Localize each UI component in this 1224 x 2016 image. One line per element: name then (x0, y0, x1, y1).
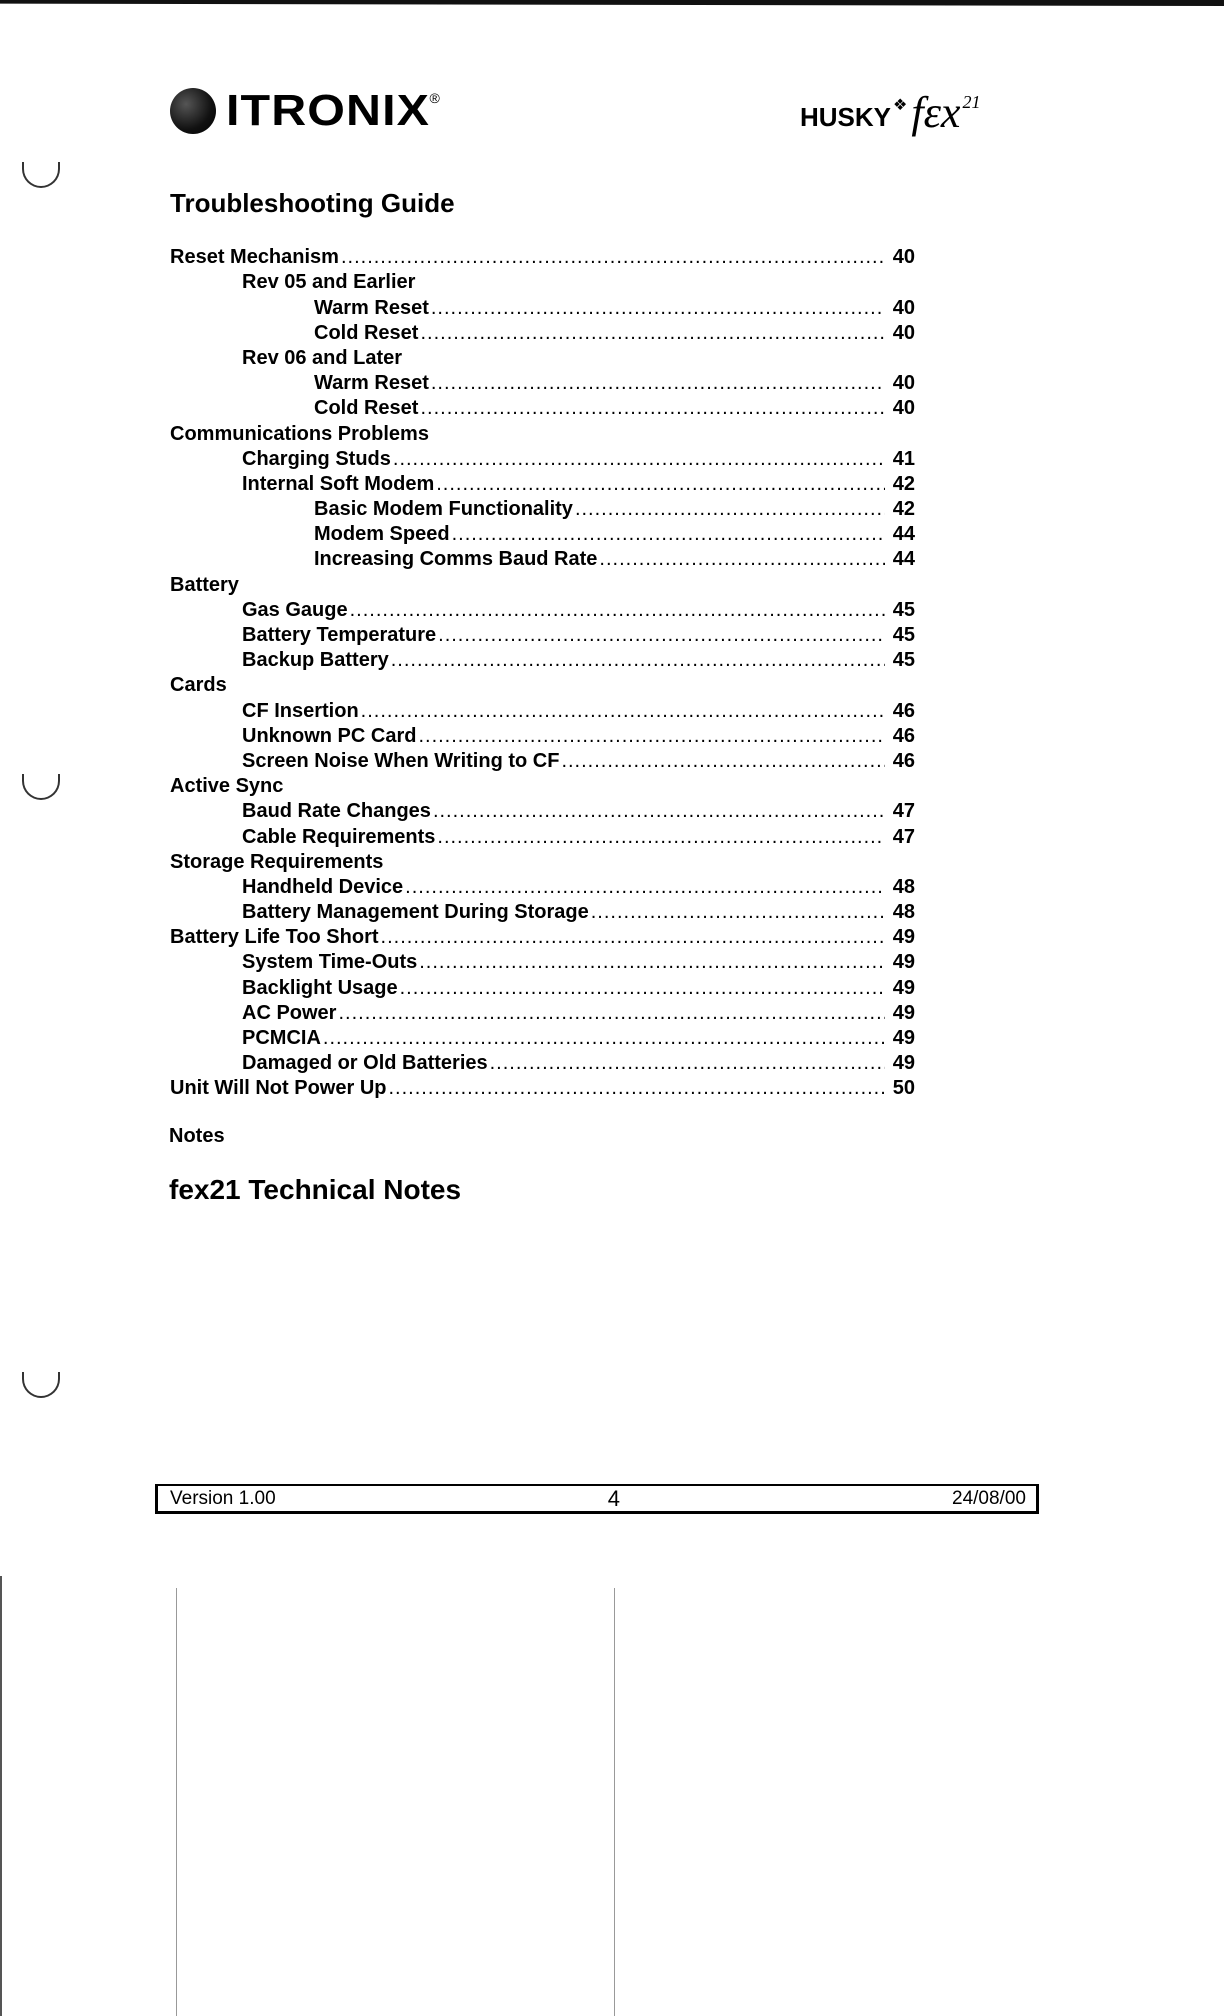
toc-entry (170, 723, 915, 748)
fex-wordmark: fεx (911, 88, 961, 137)
toc-entry-label: Reset Mechanism (170, 246, 339, 269)
toc-entry-page: 45 (892, 624, 915, 646)
toc-entry-label: Storage Requirements (170, 850, 384, 873)
toc-entry-page: 45 (892, 649, 915, 672)
notes-heading: Notes (169, 1125, 225, 1147)
toc-leader-dots (420, 397, 885, 420)
husky-fex21-logo (800, 88, 981, 137)
toc-entry-label: Battery (170, 573, 239, 596)
itronix-logo (170, 86, 440, 136)
toc-entry (170, 622, 915, 647)
toc-entry (170, 320, 915, 345)
toc-entry (170, 420, 915, 445)
toc-entry-page: 47 (892, 825, 915, 848)
toc-entry (170, 496, 915, 521)
toc-entry-label: Unit Will Not Power Up (170, 1077, 387, 1100)
toc-entry (170, 395, 915, 420)
toc-leader-dots (400, 977, 885, 1000)
toc-entry-page: 48 (892, 875, 915, 898)
toc-entry-label: Gas Gauge (242, 598, 348, 621)
toc-entry-label: Battery Life Too Short (170, 926, 379, 949)
toc-entry-page: 42 (892, 472, 915, 495)
page-edge-line (0, 1576, 2, 2016)
top-rule (0, 0, 1224, 6)
toc-entry-label: Warm Reset (314, 372, 429, 395)
toc-entry (170, 446, 915, 471)
toc-entry (170, 697, 915, 722)
toc-leader-dots (599, 548, 885, 571)
toc-entry-page: 49 (892, 926, 915, 949)
toc-entry-label: Increasing Comms Baud Rate (314, 548, 598, 571)
toc-leader-dots (381, 926, 885, 949)
toc-leader-dots (433, 800, 885, 823)
toc-entry (170, 748, 915, 773)
toc-entry-page: 40 (892, 321, 915, 344)
toc-entry-page: 49 (892, 1052, 915, 1075)
toc-entry-page: 40 (892, 296, 915, 319)
registered-mark: ® (429, 90, 440, 106)
toc-entry-label: Communications Problems (170, 422, 429, 445)
toc-entry (170, 294, 915, 319)
punch-hole-mark (22, 1372, 60, 1398)
toc-entry (170, 244, 915, 269)
toc-leader-dots (438, 624, 885, 647)
toc-entry-page: 42 (892, 498, 915, 521)
toc-leader-dots (420, 322, 885, 345)
table-of-contents (170, 244, 915, 1100)
itronix-wordmark: ITRONIX (226, 86, 430, 135)
toc-entry-label: Baud Rate Changes (242, 800, 431, 823)
toc-entry-label: Unknown PC Card (242, 724, 417, 747)
toc-entry (170, 1050, 915, 1075)
toc-entry (170, 546, 915, 571)
toc-entry-label: Backup Battery (242, 649, 389, 672)
toc-entry (170, 874, 915, 899)
toc-entry-label: Battery Temperature (242, 624, 437, 646)
toc-leader-dots (341, 246, 885, 269)
toc-entry-label: AC Power (242, 1001, 337, 1024)
toc-entry (170, 597, 915, 622)
footer-date: 24/08/00 (952, 1487, 1026, 1509)
toc-leader-dots (391, 649, 885, 672)
toc-leader-dots (393, 448, 885, 471)
toc-entry-label: Cards (170, 674, 227, 697)
toc-leader-dots (419, 951, 885, 974)
toc-leader-dots (361, 700, 885, 723)
globe-icon (170, 88, 216, 134)
version-label: Version 1.00 (170, 1487, 276, 1509)
toc-entry-page: 45 (892, 598, 915, 621)
toc-entry (170, 798, 915, 823)
toc-entry (170, 924, 915, 949)
toc-leader-dots (338, 1002, 885, 1025)
toc-entry (170, 1025, 915, 1050)
toc-entry-page: 46 (892, 749, 915, 772)
toc-entry-label: PCMCIA (242, 1027, 321, 1049)
toc-entry-page: 47 (892, 800, 915, 823)
toc-entry-label: Warm Reset (314, 296, 429, 319)
toc-entry-label: System Time-Outs (242, 951, 418, 974)
toc-leader-dots (323, 1027, 885, 1050)
divider-line (176, 1588, 177, 2016)
husky-wordmark: HUSKY (800, 102, 892, 132)
toc-entry-page: 49 (892, 1027, 915, 1049)
toc-entry-label: Rev 06 and Later (242, 346, 403, 369)
toc-entry-page: 49 (892, 1001, 915, 1024)
toc-entry-label: Basic Modem Functionality (314, 498, 573, 521)
toc-entry-page: 40 (892, 397, 915, 420)
toc-leader-dots (388, 1077, 885, 1100)
fex-number: 21 (962, 92, 981, 112)
toc-entry-label: Internal Soft Modem (242, 472, 435, 495)
divider-line (614, 1588, 615, 2016)
toc-leader-dots (591, 901, 885, 924)
toc-entry-page: 49 (892, 951, 915, 974)
toc-entry-label: Active Sync (170, 775, 284, 798)
toc-entry (170, 849, 915, 874)
toc-entry-label: Backlight Usage (242, 976, 398, 999)
toc-leader-dots (405, 876, 885, 899)
toc-entry-label: Battery Management During Storage (242, 901, 589, 924)
toc-entry-page: 40 (892, 372, 915, 395)
toc-leader-dots (452, 523, 885, 546)
toc-entry-label: Cold Reset (314, 397, 419, 420)
toc-entry-page: 44 (892, 523, 915, 546)
toc-entry-page: 49 (892, 976, 915, 999)
toc-entry (170, 1075, 915, 1100)
page-number: 4 (607, 1485, 620, 1511)
toc-entry-label: CF Insertion (242, 699, 359, 722)
toc-entry-page: 46 (892, 699, 915, 722)
toc-leader-dots (437, 826, 885, 849)
punch-hole-mark (22, 162, 60, 188)
toc-entry-page: 46 (892, 724, 915, 747)
toc-leader-dots (561, 750, 885, 773)
technical-notes-heading: fex21 Technical Notes (169, 1174, 462, 1205)
toc-entry-label: Damaged or Old Batteries (242, 1052, 488, 1075)
toc-entry (170, 370, 915, 395)
toc-entry (170, 269, 915, 294)
toc-entry (170, 823, 915, 848)
toc-leader-dots (436, 473, 885, 496)
punch-hole-mark (22, 774, 60, 800)
toc-entry-page: 41 (892, 447, 915, 470)
toc-entry (170, 1000, 915, 1025)
toc-entry (170, 471, 915, 496)
toc-entry-label: Cold Reset (314, 321, 419, 344)
toc-entry-label: Screen Noise When Writing to CF (242, 749, 560, 772)
toc-entry (170, 773, 915, 798)
toc-entry-label: Charging Studs (242, 447, 391, 470)
toc-entry (170, 899, 915, 924)
toc-leader-dots (575, 498, 885, 521)
toc-entry-label: Cable Requirements (242, 825, 436, 848)
toc-entry-label: Modem Speed (314, 523, 450, 546)
toc-entry (170, 521, 915, 546)
paw-icon: ❖ (893, 97, 908, 114)
toc-entry-page: 40 (892, 246, 915, 269)
toc-entry (170, 672, 915, 697)
toc-entry (170, 949, 915, 974)
toc-entry-label: Handheld Device (242, 875, 404, 898)
toc-leader-dots (418, 725, 885, 748)
toc-entry-page: 48 (892, 901, 915, 924)
toc-leader-dots (350, 599, 885, 622)
toc-leader-dots (490, 1052, 885, 1075)
toc-leader-dots (431, 372, 885, 395)
page-title: Troubleshooting Guide (170, 188, 455, 218)
toc-entry (170, 571, 915, 596)
toc-leader-dots (431, 297, 885, 320)
toc-entry (170, 345, 915, 370)
toc-entry-page: 50 (892, 1077, 915, 1100)
toc-entry-label: Rev 05 and Earlier (242, 271, 416, 294)
toc-entry-page: 44 (892, 548, 915, 571)
toc-entry (170, 647, 915, 672)
toc-entry (170, 974, 915, 999)
page-footer (155, 1484, 1039, 1514)
